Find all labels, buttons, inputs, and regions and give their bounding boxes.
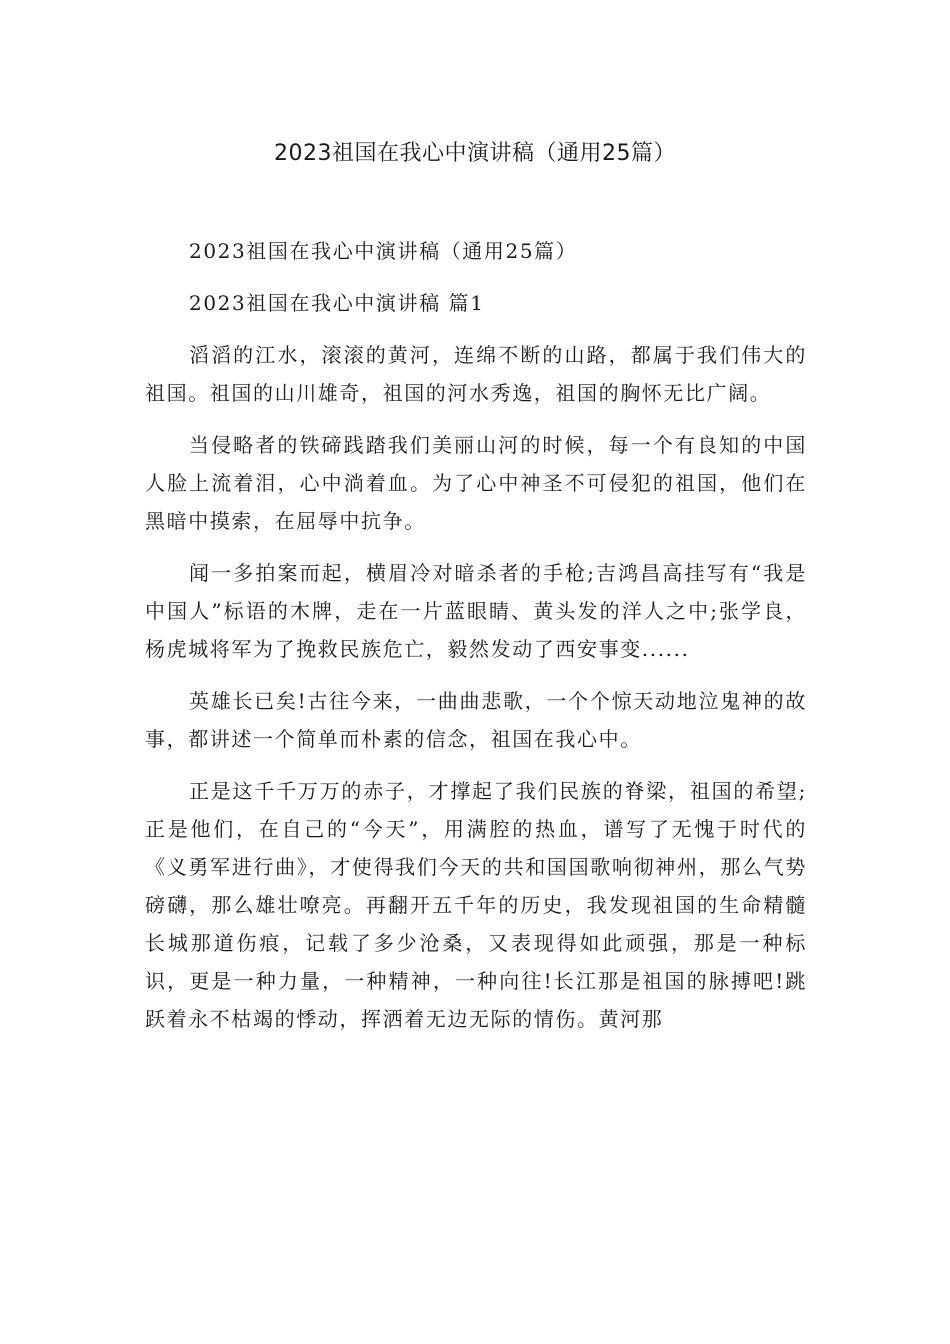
- paragraph-subtitle: 2023祖国在我心中演讲稿（通用25篇）: [189, 239, 578, 263]
- paragraph: 滔滔的江水，滚滚的黄河，连绵不断的山路，都属于我们伟大的祖国。祖国的山川雄奇，祖国的河水秀逸，祖国的胸怀无比广阔。: [145, 343, 807, 405]
- paragraph: 英雄长已矣!古往今来，一曲曲悲歌，一个个惊天动地泣鬼神的故事，都讲述一个简单而朴素的信念，祖国在我心中。: [145, 689, 807, 751]
- document-title: 2023祖国在我心中演讲稿（通用25篇）: [274, 141, 676, 166]
- paragraph: 当侵略者的铁碲践踏我们美丽山河的时候，每一个有良知的中国人脸上流着泪，心中淌着血。为了心中神圣不可侵犯的祖国，他们在黑暗中摸索，在屈辱中抗争。: [145, 433, 807, 533]
- paragraph: 闻一多拍案而起，横眉冷对暗杀者的手枪;吉鸿昌高挂写有“我是中国人”标语的木牌，走在一片蓝眼睛、黄头发的洋人之中;张学良，杨虎城将军为了挽救民族危亡，毅然发动了西安事变......: [145, 561, 807, 661]
- paragraph: 正是这千千万万的赤子，才撑起了我们民族的脊梁，祖国的希望;正是他们，在自己的“今天”，用满腔的热血，谱写了无愧于时代的《义勇军进行曲》，才使得我们今天的共和国国歌响彻神州，那么气势磅礴，那么雄壮嘹亮。再翻开五千年的历史，我发现祖国的生命精髓长城那道伤痕，记载了多少沧桑，又表现得如此顽强，那是一种标识，更是一种力量，一种精神，一种向往!长江那是祖国的脉搏吧!跳跃着永不枯竭的悸动，挥洒着无边无际的情伤。黄河那: [145, 779, 807, 1031]
- document-body: [145, 232, 807, 1052]
- paragraph-section-heading: 2023祖国在我心中演讲稿 篇1: [189, 291, 485, 315]
